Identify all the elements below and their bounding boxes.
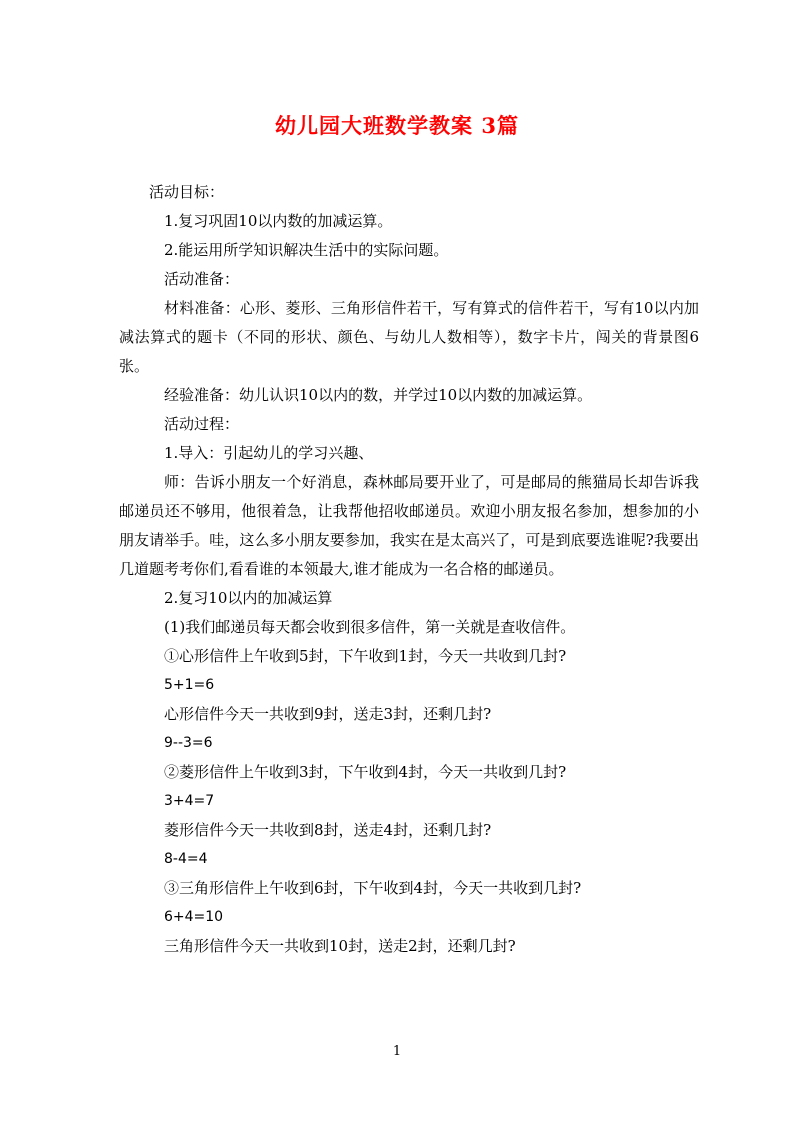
sub-step-1: (1)我们邮递员每天都会收到很多信件，第一关就是查收信件。 bbox=[164, 618, 576, 636]
teacher-speech-paragraph: 师：告诉小朋友一个好消息，森林邮局要开业了，可是邮局的熊猫局长却告诉我邮递员还不够用，他很着急，让我帮他招收邮递员。欢迎小朋友报名参加，想参加的小朋友请举手。哇，这么多小朋友要参加，我实在是太高兴了，可是到底要选谁呢?我要出几道题考考你们,看看谁的本领最大,谁才能成为一名合格的邮递员。 bbox=[119, 473, 699, 578]
section-heading-process: 活动过程： bbox=[164, 415, 240, 433]
question-diamond-add: ②菱形信件上午收到3封，下午收到4封，今天一共收到几封? bbox=[164, 763, 567, 781]
material-preparation-paragraph: 材料准备：心形、菱形、三角形信件若干，写有算式的信件若干，写有10以内加减法算式的题卡（不同的形状、颜色、与幼儿人数相等），数字卡片，闯关的背景图6张。 bbox=[119, 299, 699, 375]
section-heading-goals: 活动目标： bbox=[149, 183, 225, 201]
question-heart-add: ①心形信件上午收到5封，下午收到1封，今天一共收到几封? bbox=[164, 647, 567, 665]
question-triangle-subtract: 三角形信件今天一共收到10封，送走2封，还剩几封? bbox=[164, 937, 516, 955]
equation-heart-subtract: 9--3=6 bbox=[164, 735, 213, 751]
section-heading-preparation: 活动准备： bbox=[164, 270, 240, 288]
experience-preparation-paragraph: 经验准备：幼儿认识10以内的数，并学过10以内数的加减运算。 bbox=[164, 386, 593, 404]
process-step-2: 2.复习10以内的加减运算 bbox=[164, 589, 333, 607]
equation-diamond-subtract: 8-4=4 bbox=[164, 851, 208, 867]
page-number: 1 bbox=[392, 1044, 402, 1059]
question-triangle-add: ③三角形信件上午收到6封，下午收到4封，今天一共收到几封? bbox=[164, 879, 582, 897]
question-diamond-subtract: 菱形信件今天一共收到8封，送走4封，还剩几封? bbox=[164, 821, 492, 839]
goal-item-1: 1.复习巩固10以内数的加减运算。 bbox=[164, 212, 393, 230]
equation-heart-add: 5+1=6 bbox=[164, 677, 215, 693]
document-body bbox=[119, 178, 699, 961]
equation-diamond-add: 3+4=7 bbox=[164, 793, 215, 809]
question-heart-subtract: 心形信件今天一共收到9封，送走3封，还剩几封? bbox=[164, 705, 492, 723]
document-title: 幼儿园大班数学教案 3篇 bbox=[275, 113, 519, 138]
equation-triangle-add: 6+4=10 bbox=[164, 909, 224, 925]
goal-item-2: 2.能运用所学知识解决生活中的实际问题。 bbox=[164, 241, 449, 259]
process-step-1: 1.导入：引起幼儿的学习兴趣、 bbox=[164, 444, 374, 462]
